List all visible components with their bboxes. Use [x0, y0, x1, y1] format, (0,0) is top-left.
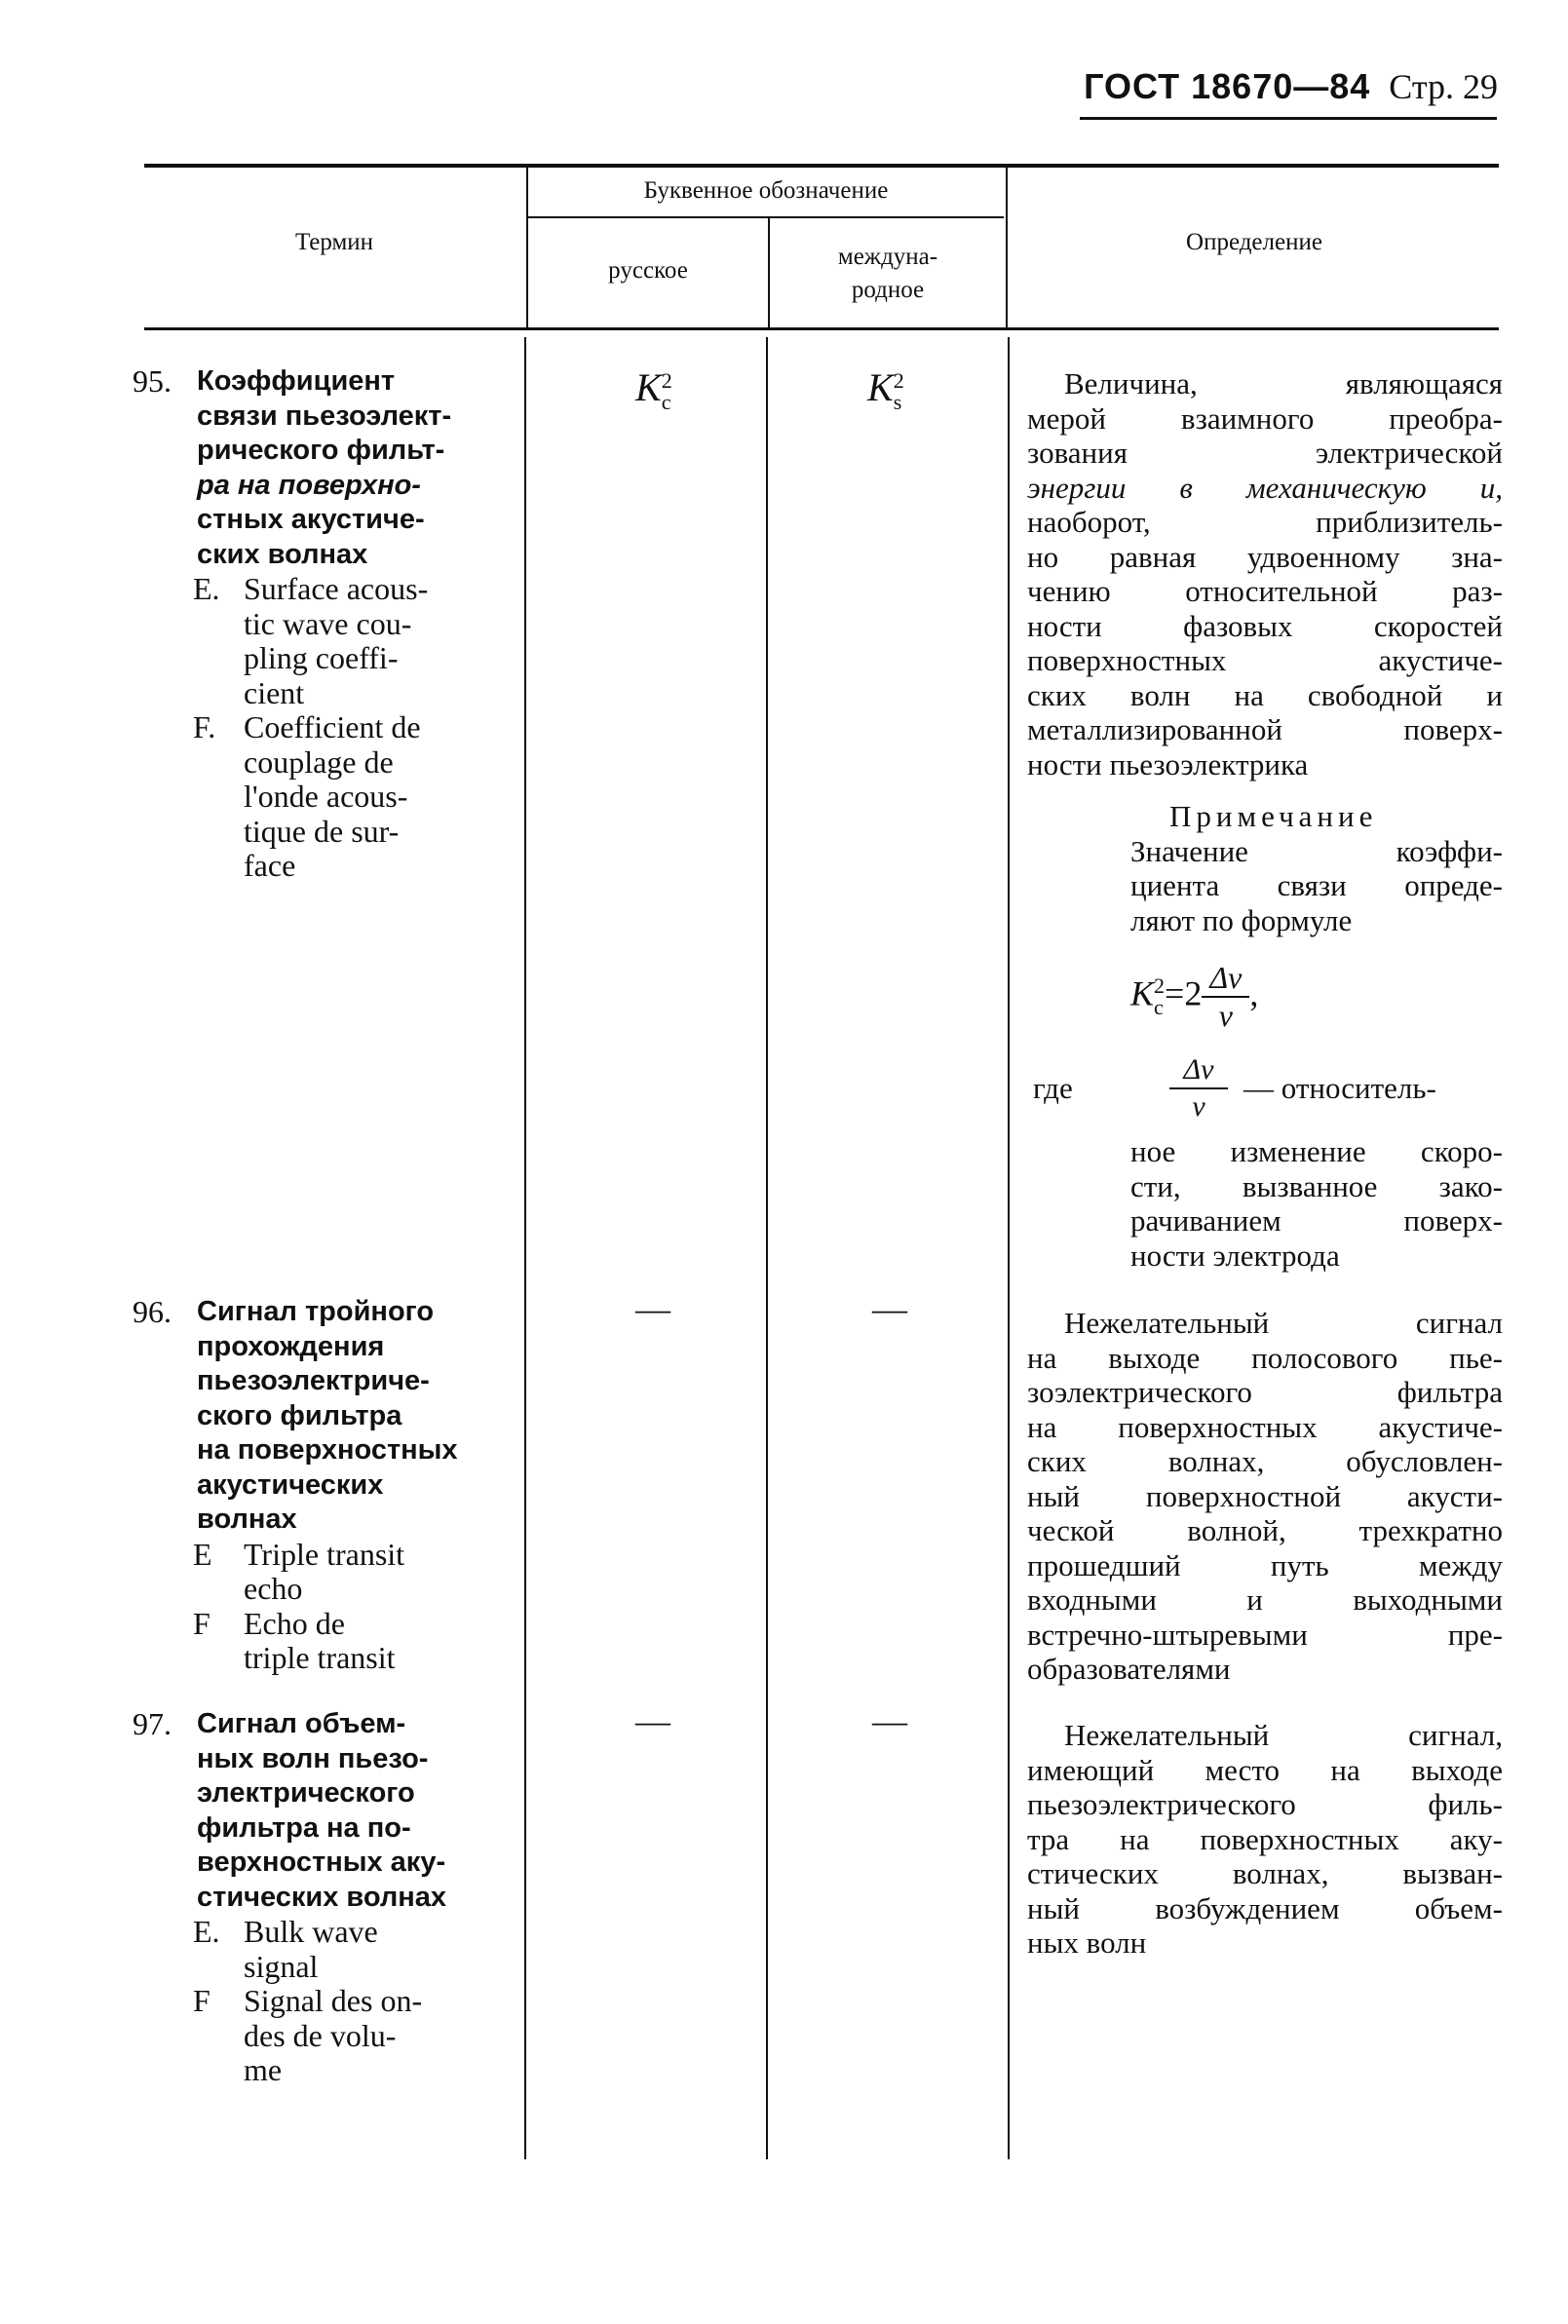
term-fr-text: Coefficient de couplage de l'onde acous- tique de sur- face — [244, 709, 421, 883]
where-explanation — [1130, 1134, 1503, 1273]
definition-line: образователями — [1027, 1652, 1231, 1686]
term-ru-line: Сигнал объем- — [197, 1708, 406, 1739]
definition-line: на выходе полосового пье- — [1027, 1340, 1503, 1375]
where-line: рачиванием поверх- — [1130, 1203, 1503, 1238]
term-ru-line: ных волн пьезо- — [197, 1742, 429, 1774]
lang-code: F — [193, 1605, 210, 1641]
definition-line: ских волнах, обусловлен- — [1027, 1444, 1503, 1478]
lang-code: E. — [193, 1914, 220, 1949]
term-96 — [133, 1294, 507, 1676]
term-ru-line: на поверхностных — [197, 1434, 458, 1466]
term-ru-line: Сигнал тройного — [197, 1296, 435, 1327]
definition-line: мерой взаимного преобра- — [1027, 400, 1503, 436]
term-ru-line: Коэффициент — [197, 365, 396, 397]
note-line: циента связи опреде- — [1130, 868, 1503, 902]
term-english — [136, 1915, 507, 1984]
lang-code: F — [193, 1983, 210, 2018]
term-number: 97. — [133, 1706, 172, 1741]
term-ru-line: рического фильт- — [197, 435, 445, 466]
definition-line: ных волн — [1027, 1925, 1147, 1960]
definition-line: ный возбуждением объем- — [1027, 1890, 1503, 1925]
definition-96 — [1027, 1306, 1503, 1687]
header-bottom-rule — [144, 327, 1499, 330]
body-column-divider-3 — [1008, 337, 1010, 2159]
lang-code: E. — [193, 571, 220, 606]
term-fr-text: Echo de triple transit — [244, 1605, 396, 1675]
body-column-divider-1 — [524, 337, 526, 2159]
term-ru-line: электрического — [197, 1777, 415, 1809]
term-russian — [136, 1707, 507, 1915]
term-ru-line: стических волнах — [197, 1881, 447, 1913]
symbol-russian-96: — — [635, 1289, 670, 1328]
definition-line: стических волнах, вызван- — [1027, 1856, 1503, 1890]
term-ru-line: ского фильтра — [197, 1399, 402, 1431]
definition-line: ских волн на свободной и — [1027, 677, 1503, 712]
definition-line: тра на поверхностных аку- — [1027, 1821, 1503, 1856]
term-number: 96. — [133, 1294, 172, 1329]
header-letter-designation: Буквенное обозначение — [643, 177, 889, 204]
term-ru-line: фильтра на по- — [197, 1811, 411, 1844]
definition-line: металлизированной поверх- — [1027, 712, 1503, 746]
term-en-text: Bulk wave signal — [244, 1914, 378, 1984]
where-line: ное изменение скоро- — [1130, 1134, 1503, 1168]
term-french — [136, 1984, 507, 2088]
definition-line: ный поверхностной акусти- — [1027, 1478, 1503, 1513]
term-ru-line: связи пьезоэлект- — [197, 400, 452, 432]
definition-line: энергии в механическую и, — [1027, 470, 1503, 505]
symbol-russian-97: — — [635, 1701, 670, 1740]
term-ru-line: ра на поверхно- — [197, 469, 421, 501]
term-ru-line: верхностных аку- — [197, 1847, 446, 1878]
symbol-international-96: — — [872, 1289, 907, 1328]
term-french — [136, 710, 507, 884]
definition-line: ности пьезоэлектрика — [1027, 746, 1309, 781]
definition-line: Нежелательный сигнал — [1064, 1306, 1503, 1340]
coupling-formula: K 2 c =2 $\frac{\Delta v}{v}$ , — [1130, 960, 1259, 1033]
term-ru-line: прохождения — [197, 1330, 385, 1362]
header-rule — [1080, 117, 1497, 120]
definition-line: Величина, являющаяся — [1064, 366, 1503, 400]
note-line: ляют по формуле — [1130, 902, 1353, 937]
term-97 — [133, 1706, 507, 2088]
term-en-text: Triple transit echo — [244, 1536, 405, 1606]
definition-line: входными и выходными — [1027, 1582, 1503, 1617]
definition-line: чению относительной раз- — [1027, 574, 1503, 608]
term-ru-line: стных акустиче- — [197, 504, 425, 535]
term-ru-line: акустических — [197, 1468, 384, 1501]
where-text: — относитель- — [1243, 1070, 1436, 1105]
page-header — [1084, 66, 1498, 107]
symbol-international-95: K 2 s — [867, 365, 904, 414]
term-en-text: Surface acous- tic wave cou- pling coeffi- cient — [244, 571, 429, 710]
body-column-divider-2 — [766, 337, 768, 2159]
definition-line: поверхностных акустиче- — [1027, 643, 1503, 677]
header-term: Термин — [294, 229, 374, 255]
definition-line: ческой волной, трехкратно — [1027, 1513, 1503, 1547]
where-clause: где $\frac{\Delta v}{v}$ — относитель- — [1033, 1053, 1436, 1123]
term-english — [136, 1538, 507, 1607]
standard-number: ГОСТ 18670—84 — [1084, 66, 1371, 106]
header-definition: Определение — [1186, 229, 1322, 255]
where-word: где — [1033, 1070, 1073, 1105]
term-english — [136, 572, 507, 710]
definition-97 — [1027, 1718, 1503, 1961]
definition-line: наоборот, приблизитель- — [1027, 505, 1503, 539]
term-95 — [133, 363, 507, 884]
where-line: ности электрода — [1130, 1238, 1340, 1273]
definition-line: прошедший путь между — [1027, 1547, 1503, 1582]
column-divider-3 — [1006, 168, 1008, 327]
definition-line: ности фазовых скоростей — [1027, 608, 1503, 643]
lang-code: E — [193, 1536, 212, 1572]
symbol-international-97: — — [872, 1701, 907, 1740]
term-ru-line: пьезоэлектриче- — [197, 1365, 430, 1396]
term-fr-text: Signal des on- des de volu- me — [244, 1983, 423, 2087]
header-international: междуна- родное — [837, 244, 938, 303]
definition-95 — [1027, 366, 1503, 781]
definition-line: на поверхностных акустиче- — [1027, 1409, 1503, 1444]
term-russian — [136, 364, 507, 572]
table-top-rule — [144, 164, 1499, 168]
term-number: 95. — [133, 363, 172, 399]
definition-line: зования электрической — [1027, 436, 1503, 470]
lang-code: F. — [193, 709, 216, 744]
definition-line: зоэлектрического фильтра — [1027, 1375, 1503, 1409]
term-french — [136, 1607, 507, 1676]
subheader-rule — [528, 216, 1004, 218]
header-russian: русское — [608, 257, 688, 284]
definition-line: пьезоэлектрического филь- — [1027, 1787, 1503, 1821]
where-line: сти, вызванное зако- — [1130, 1168, 1503, 1203]
note-line: Значение коэффи- — [1130, 833, 1503, 868]
symbol-russian-95: K 2 c — [635, 365, 672, 414]
definition-line: встречно-штыревыми пре- — [1027, 1617, 1503, 1652]
page-number: Стр. 29 — [1389, 67, 1498, 106]
term-ru-line: волнах — [197, 1504, 297, 1535]
term-russian — [136, 1295, 507, 1538]
note-title: Примечание — [1169, 799, 1378, 833]
term-ru-line: ских волнах — [197, 538, 368, 570]
note-95 — [1130, 799, 1503, 937]
definition-line: но равная удвоенному зна- — [1027, 539, 1503, 574]
definition-line: имеющий место на выходе — [1027, 1752, 1503, 1787]
definition-line: Нежелательный сигнал, — [1064, 1718, 1503, 1752]
